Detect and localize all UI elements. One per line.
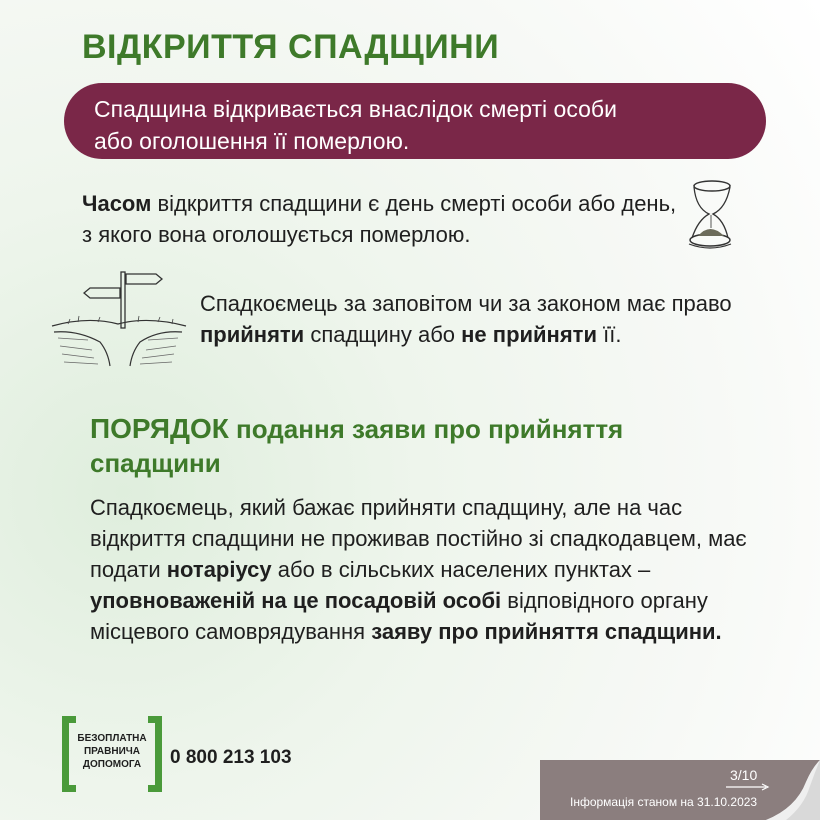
time-text: відкриття спадщини є день смерті особи або день, з якого вона оголошується померлою. <box>82 191 677 247</box>
section-title <box>90 412 740 480</box>
right-text-1: Спадкоємець за заповітом чи за законом має право <box>200 291 732 316</box>
section-title-bold: ПОРЯДОК <box>90 413 229 444</box>
logo-text <box>70 732 154 771</box>
logo-line-2: ПРАВНИЧА <box>83 746 141 757</box>
intro-banner <box>64 83 766 159</box>
page-number: 3/10 <box>730 767 758 783</box>
right-paragraph <box>200 288 770 350</box>
arrow-right-icon <box>726 783 770 791</box>
right-text-3: її. <box>596 322 622 347</box>
logo-line-3: ДОПОМОГА <box>82 759 142 770</box>
hotline-phone: 0 800 213 103 <box>170 747 292 768</box>
order-text-2: або в сільських населених пунктах – <box>271 557 651 582</box>
signpost-icon <box>48 268 190 368</box>
order-bold-3: заяву про прийняття спадщини. <box>371 619 722 644</box>
right-bold-1: прийняти <box>200 322 305 347</box>
banner-line-2: або оголошення її померлою. <box>94 128 410 154</box>
time-bold: Часом <box>82 191 152 216</box>
info-date: Інформація станом на 31.10.2023 <box>570 795 758 809</box>
hourglass-icon <box>680 178 740 250</box>
order-bold-2: уповноваженій на це посадовій особі <box>90 588 502 613</box>
page-title: ВІДКРИТТЯ СПАДЩИНИ <box>82 28 500 66</box>
order-paragraph <box>90 492 770 647</box>
time-paragraph <box>82 188 682 250</box>
right-bold-2: не прийняти <box>461 322 597 347</box>
logo-line-1: БЕЗОПЛАТНА <box>77 733 147 744</box>
legal-aid-logo <box>62 716 162 792</box>
order-text-3: відповідного органу місцевого самоврядування <box>90 588 708 644</box>
banner-line-1: Спадщина відкривається внаслідок смерті особи <box>94 96 617 122</box>
section-title-rest: подання заяви про прийняття спадщини <box>90 414 624 478</box>
order-bold-1: нотаріусу <box>166 557 272 582</box>
right-text-2: спадщину або <box>304 322 462 347</box>
page-curl-icon <box>766 760 820 820</box>
order-text-1: Спадкоємець, який бажає прийняти спадщину, але на час відкриття спадщини не проживав постійно зі спадкодавцем, має подати <box>90 495 747 582</box>
